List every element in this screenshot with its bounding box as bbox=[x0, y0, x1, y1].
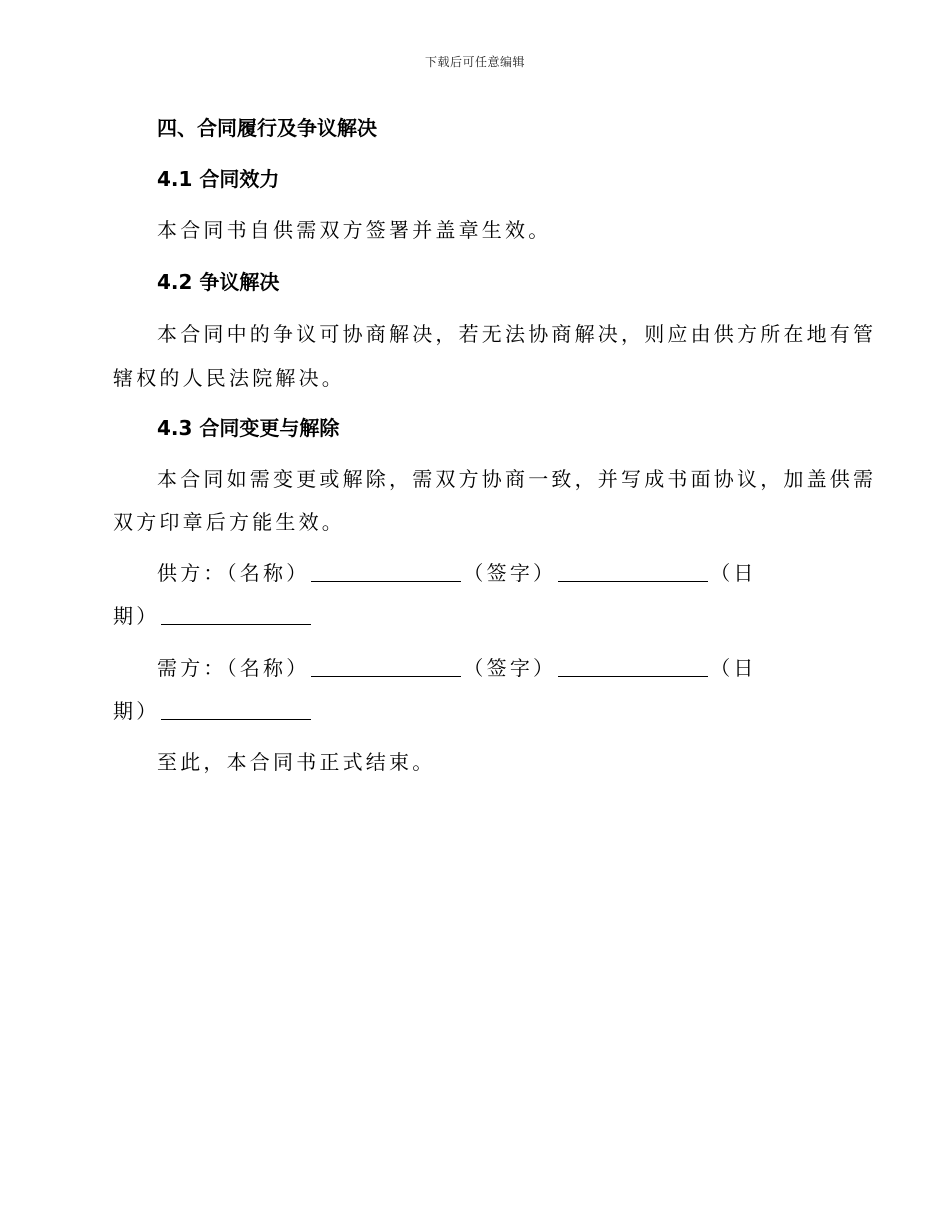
paragraph-4-3-line2: 双方印章后方能生效。 bbox=[113, 510, 345, 534]
heading-4-1: 4.1 合同效力 bbox=[157, 167, 280, 191]
supplier-sign-label: （签字） bbox=[463, 561, 557, 585]
heading-4-2: 4.2 争议解决 bbox=[157, 270, 280, 294]
buyer-label: 需方： bbox=[157, 656, 227, 680]
paragraph-4-2-line1: 本合同中的争议可协商解决，若无法协商解决，则应由供方所在地有管 bbox=[157, 322, 877, 346]
heading-4-3: 4.3 合同变更与解除 bbox=[157, 416, 340, 440]
supplier-name-blank[interactable] bbox=[311, 561, 461, 582]
buyer-sign-blank[interactable] bbox=[558, 656, 708, 677]
supplier-sign-blank[interactable] bbox=[558, 561, 708, 582]
supplier-date-label-part1: （日 bbox=[710, 561, 757, 585]
supplier-date-blank[interactable] bbox=[161, 604, 311, 625]
supplier-date-label-part2: 期） bbox=[113, 604, 160, 628]
paragraph-4-3-line1: 本合同如需变更或解除，需双方协商一致，并写成书面协议，加盖供需 bbox=[157, 467, 877, 491]
section-title: 四、合同履行及争议解决 bbox=[157, 116, 377, 140]
closing-statement: 至此，本合同书正式结束。 bbox=[157, 750, 436, 774]
paragraph-4-2-line2: 辖权的人民法院解决。 bbox=[113, 366, 345, 390]
buyer-name-blank[interactable] bbox=[311, 656, 461, 677]
supplier-name-label: （名称） bbox=[226, 561, 310, 585]
buyer-date-row bbox=[113, 697, 313, 725]
buyer-name-label: （名称） bbox=[226, 656, 310, 680]
supplier-signature-row bbox=[157, 559, 757, 587]
buyer-sign-label: （签字） bbox=[463, 656, 557, 680]
buyer-date-label-part1: （日 bbox=[710, 656, 757, 680]
header-note: 下载后可任意编辑 bbox=[424, 55, 525, 69]
supplier-date-row bbox=[113, 602, 313, 630]
buyer-date-blank[interactable] bbox=[161, 699, 311, 720]
paragraph-4-1: 本合同书自供需双方签署并盖章生效。 bbox=[157, 218, 552, 242]
buyer-signature-row bbox=[157, 654, 757, 682]
supplier-label: 供方： bbox=[157, 561, 227, 585]
buyer-date-label-part2: 期） bbox=[113, 699, 160, 723]
